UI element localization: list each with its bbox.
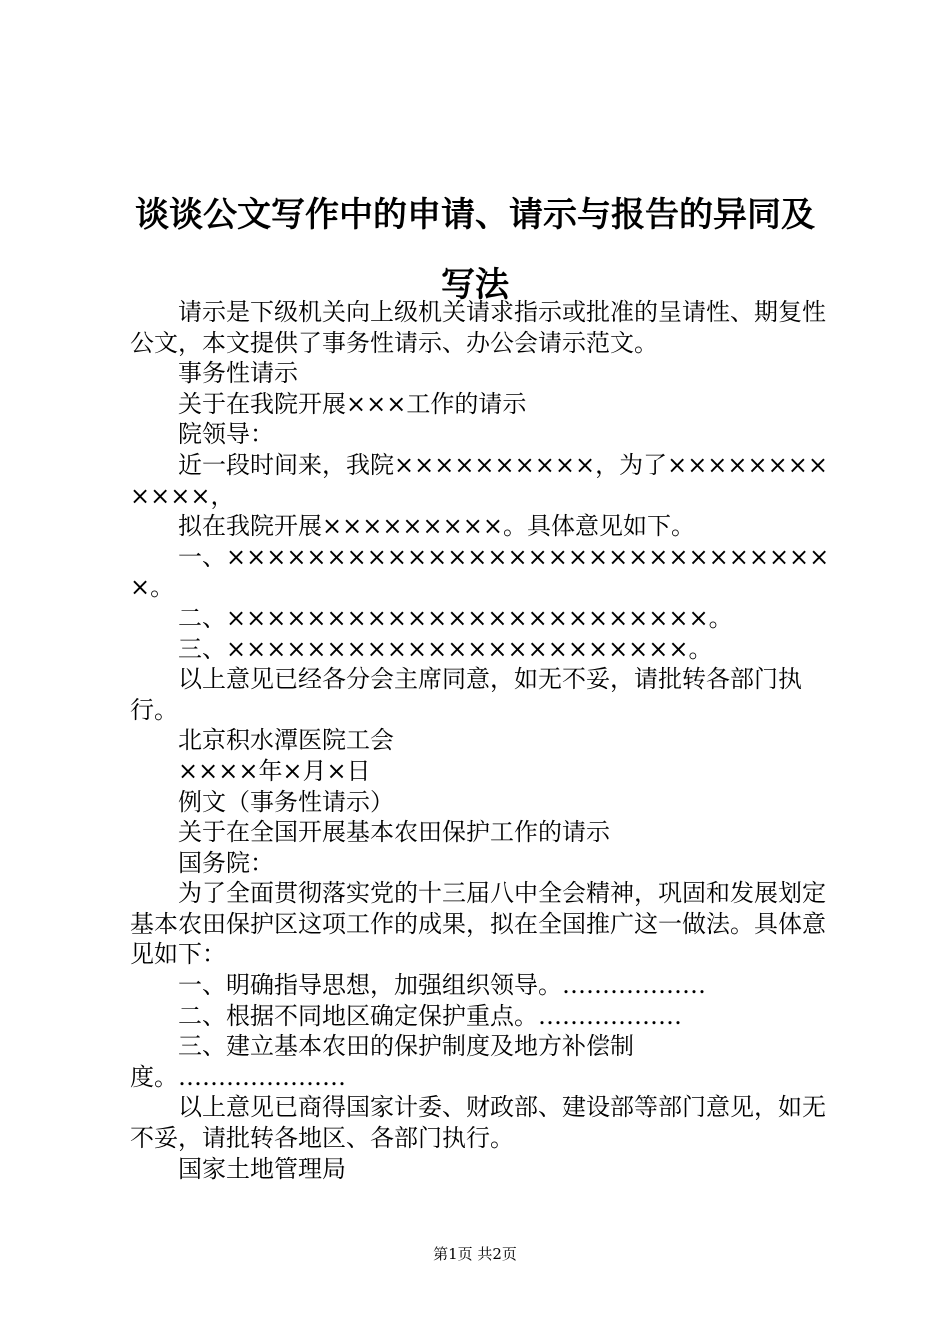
paragraph-item: 三、建立基本农田的保护制度及地方补偿制度。…………………	[130, 1032, 634, 1091]
paragraph-closing: 以上意见已经各分会主席同意，如无不妥，请批转各部门执行。	[130, 665, 802, 724]
paragraph-request-title: 关于在全国开展基本农田保护工作的请示	[178, 818, 610, 847]
paragraph-signature: 北京积水潭医院工会	[178, 726, 394, 755]
paragraph-item: 二、××××××××××××××××××××××××。	[178, 603, 733, 632]
paragraph-salutation: 国务院：	[178, 848, 274, 877]
page-footer: 第1页 共2页	[433, 1245, 517, 1263]
paragraph-item: 一、明确指导思想，加强组织领导。………………	[178, 971, 706, 1000]
paragraph-section-heading: 事务性请示	[178, 359, 298, 388]
paragraph-example-heading: 例文（事务性请示）	[178, 787, 394, 816]
document-body	[130, 297, 845, 1184]
paragraph-signature: 国家土地管理局	[178, 1154, 346, 1183]
paragraph-body: 为了全面贯彻落实党的十三届八中全会精神，巩固和发展划定基本农田保护区这项工作的成果，拟在全国推广这一做法。具体意见如下：	[130, 879, 826, 969]
title-line-1: 谈谈公文写作中的申请、请示与报告的异同及	[135, 195, 815, 235]
paragraph-intro: 请示是下级机关向上级机关请求指示或批准的呈请性、期复性公文，本文提供了事务性请示、办公会请示范文。	[130, 298, 826, 357]
title-line-2: 写法	[441, 265, 509, 305]
paragraph-date: ××××年×月×日	[178, 756, 371, 785]
paragraph-request-title: 关于在我院开展×××工作的请示	[178, 389, 527, 418]
paragraph-body: 拟在我院开展×××××××××。具体意见如下。	[178, 512, 695, 541]
paragraph-item: 二、根据不同地区确定保护重点。………………	[178, 1001, 682, 1030]
paragraph-salutation: 院领导：	[178, 420, 274, 449]
paragraph-body: 近一段时间来，我院××××××××××，为了××××××××××××，	[130, 450, 828, 510]
paragraph-closing: 以上意见已商得国家计委、财政部、建设部等部门意见，如无不妥，请批转各地区、各部门执行。	[130, 1093, 826, 1153]
paragraph-item: 一、×××××××××××××××××××××××××××××××。	[130, 542, 830, 602]
paragraph-item: 三、×××××××××××××××××××××××。	[178, 634, 713, 663]
